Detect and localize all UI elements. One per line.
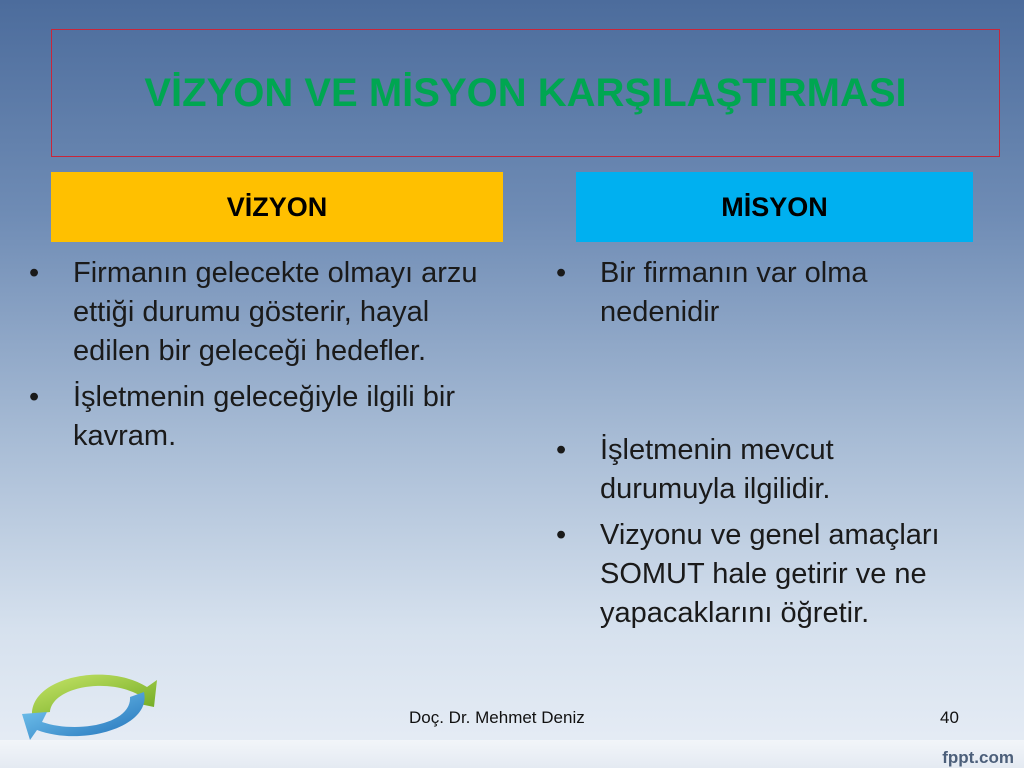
misyon-header [576, 172, 973, 242]
bullet-icon: • [29, 381, 40, 413]
bullet-icon: • [556, 434, 567, 466]
misyon-header-label: MİSYON [721, 191, 828, 222]
bullet-icon: • [556, 519, 567, 551]
page-number: 40 [940, 708, 959, 727]
title-box [51, 29, 1000, 157]
slide-title: VİZYON VE MİSYON KARŞILAŞTIRMASI [144, 70, 907, 115]
list-item [29, 378, 499, 456]
list-item-text: İşletmenin mevcut durumuyla ilgilidir. [600, 434, 834, 505]
swirl-logo-icon [12, 652, 162, 752]
misyon-list [556, 254, 976, 640]
list-item [556, 431, 976, 509]
list-item-text: Bir firmanın var olma nedenidir [600, 257, 868, 328]
vizyon-header-label: VİZYON [226, 191, 328, 222]
footer-author: Doç. Dr. Mehmet Deniz [409, 708, 585, 727]
list-item [556, 254, 976, 332]
list-item [29, 254, 499, 371]
bullet-icon: • [29, 257, 40, 289]
list-item-text: İşletmenin geleceğiyle ilgili bir kavram. [73, 381, 456, 452]
vizyon-list [29, 254, 499, 463]
list-item [556, 516, 976, 633]
list-item-text: Firmanın gelecekte olmayı arzu ettiği durumu gösterir, hayal edilen bir geleceği hedefler. [73, 257, 478, 367]
brand-watermark: fppt.com [942, 748, 1014, 767]
list-item-text: Vizyonu ve genel amaçları SOMUT hale getirir ve ne yapacaklarını öğretir. [600, 519, 940, 629]
vizyon-header [51, 172, 503, 242]
bullet-icon: • [556, 257, 567, 289]
